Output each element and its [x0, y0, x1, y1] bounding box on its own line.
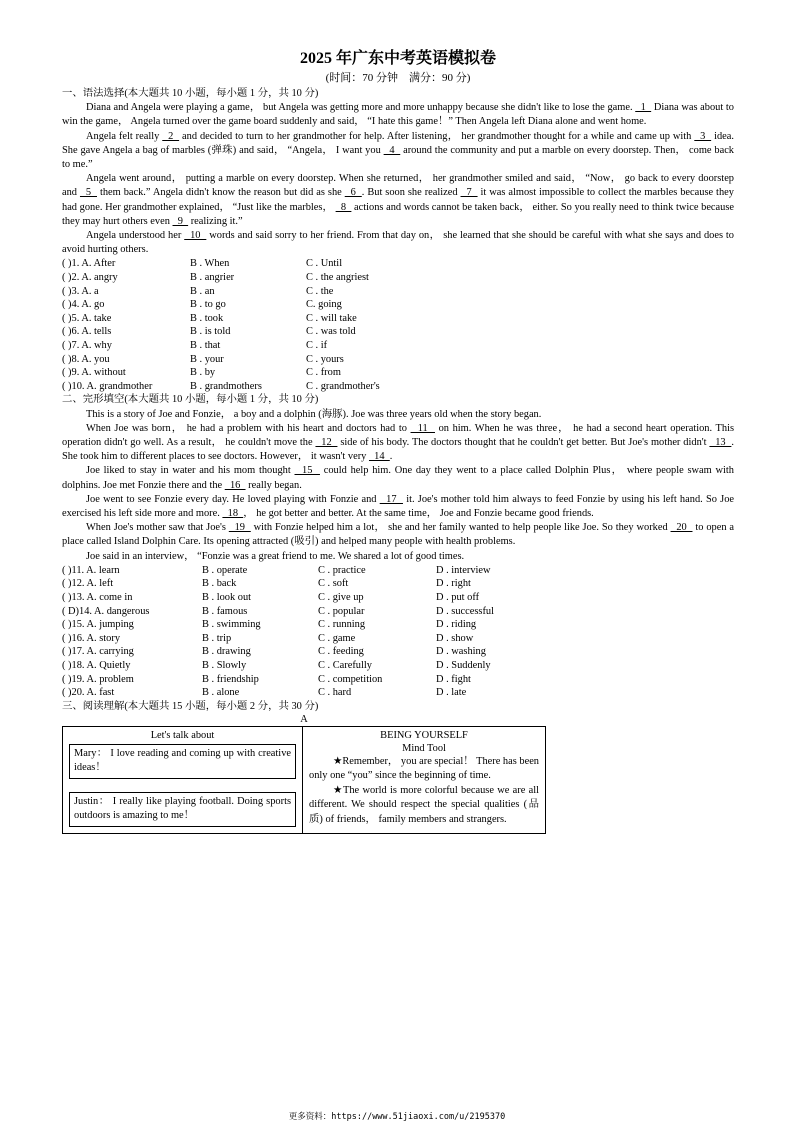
mind-tool-panel: [303, 727, 545, 834]
option-d: D . fight: [436, 673, 471, 685]
blank-14: 14: [368, 451, 390, 463]
option-b: B . back: [202, 578, 237, 590]
option-row: [62, 577, 494, 591]
option-row: [62, 353, 380, 367]
option-row: [62, 673, 494, 687]
reading-passage-box: [62, 726, 546, 835]
option-b: B . look out: [202, 592, 252, 603]
option-c: C . the angriest: [306, 272, 369, 284]
option-row: [62, 312, 380, 326]
option-row: [62, 298, 380, 312]
question-option-a: ( )15. A. jumping: [62, 619, 134, 631]
question-option-a: ( )8. A. you: [62, 353, 110, 365]
blank-5: 5: [79, 187, 97, 199]
mind-tool-tip: ★Remember， you are special！ There has been only one “you” since the beginning of time.: [309, 755, 539, 782]
option-b: B . by: [190, 367, 216, 379]
option-b: B . When: [190, 258, 230, 270]
section1-paragraph: Angela felt really 2 and decided to turn to her grandmother for help. After listening， her grandmother thought for a while and came up with 3 idea. She gave Angela a bag of marbles (弹珠) and said， “Angela， I want you 4 around the community and put a marble on every doorstep. Then， come back to me.”: [62, 130, 734, 171]
footer-link[interactable]: 更多资料：https://www.51jiaoxi.com/u/2195370: [288, 1112, 506, 1122]
blank-10: 10: [184, 230, 207, 242]
section2-paragraph: Joe liked to stay in water and his mom thought 15 could help him. One day they went to a place called Dolphin Plus， where people swam with dolphins. Joe met Fonzie there and the 16 really began.: [62, 465, 734, 491]
option-c: C . will take: [306, 312, 357, 324]
section2-paragraph: Joe went to see Fonzie every day. He loved playing with Fonzie and 17 it. Joe's mother told him always to feed Fonzie by using his left hand. So Joe exercised his left side more and more. 18 ， he got better and better. At the same time， Joe and Fonzie became good friends.: [62, 493, 735, 519]
question-option-a: ( )7. A. why: [62, 340, 112, 351]
exam-page: [62, 48, 734, 834]
blank-6: 6: [344, 187, 362, 199]
question-option-a: ( D)14. A. dangerous: [62, 605, 150, 617]
section2-heading: 二、完形填空(本大题共 10 小题，每小题 1 分，共 10 分): [62, 394, 319, 406]
passage-label: A: [300, 713, 308, 725]
option-row: [62, 645, 494, 659]
blank-13: 13: [709, 436, 732, 448]
option-row: [62, 605, 494, 619]
blank-17: 17: [379, 493, 403, 505]
section2-options: [62, 564, 494, 700]
question-option-a: ( )12. A. left: [62, 578, 114, 590]
question-option-a: ( )3. A. a: [62, 285, 99, 297]
section3-heading: 三、阅读理解(本大题共 15 小题，每小题 2 分，共 30 分): [62, 700, 319, 712]
section2-paragraph: When Joe's mother saw that Joe's 19 with Fonzie helped him a lot， she and her family wanted to help people like Joe. So they worked 20 to open a place called Island Dolphin Care. Its opening attracted (吸引) and helped many people with health problems.: [62, 522, 735, 548]
option-c: C . was told: [306, 326, 356, 338]
option-row: [62, 366, 380, 380]
option-c: C . yours: [306, 353, 344, 365]
option-c: C . hard: [318, 687, 352, 699]
option-c: C . running: [318, 619, 366, 631]
section1-heading: 一、语法选择(本大题共 10 小题，每小题 1 分，共 10 分): [62, 88, 319, 99]
question-option-a: ( )1. A. After: [62, 258, 116, 270]
section1-options: [62, 257, 380, 393]
blank-9: 9: [172, 215, 189, 227]
option-d: D . show: [436, 632, 474, 644]
option-c: C . Until: [306, 258, 343, 270]
blank-11: 11: [410, 422, 435, 434]
option-c: C . the: [306, 285, 334, 297]
option-c: C . grandmother's: [306, 380, 380, 392]
option-c: C . soft: [318, 578, 349, 590]
option-d: D . late: [436, 687, 467, 699]
option-b: B . an: [190, 285, 215, 297]
mind-tool-tip: ★The world is more colorful because we are all different. We should respect the special qualities (品质) of friends， family members and strangers.: [309, 784, 539, 825]
option-b: B . is told: [190, 326, 231, 338]
question-option-a: ( )16. A. story: [62, 632, 121, 644]
question-option-a: ( )19. A. problem: [62, 673, 134, 685]
option-c: C . Carefully: [318, 659, 372, 671]
option-d: D . successful: [436, 605, 495, 617]
blank-1: 1: [635, 102, 652, 114]
mary-speech-box: Mary： I love reading and coming up with creative ideas！: [69, 744, 296, 779]
section2-paragraph: Joe said in an interview， “Fonzie was a great friend to me. We shared a lot of good times.: [86, 550, 465, 562]
option-c: C . from: [306, 367, 341, 379]
blank-18: 18: [222, 508, 244, 519]
option-row: [62, 659, 494, 673]
option-b: B . grandmothers: [190, 380, 262, 392]
option-d: D . put off: [436, 592, 480, 603]
blank-3: 3: [694, 130, 712, 142]
section2-paragraph: This is a story of Joe and Fonzie， a boy and a dolphin (海豚). Joe was three years old when the story began.: [86, 408, 542, 420]
option-b: B . trip: [202, 632, 232, 644]
justin-speech-box: Justin： I really like playing football. Doing sports outdoors is amazing to me！: [69, 792, 296, 827]
option-row: [62, 564, 494, 578]
blank-8: 8: [335, 201, 352, 213]
blank-16: 16: [224, 479, 246, 491]
option-d: D . right: [436, 578, 471, 590]
option-b: B . famous: [202, 605, 248, 617]
section1-paragraph: Diana and Angela were playing a game， but Angela was getting more and more unhappy because she didn't like to lose the game. 1 Diana was about to win the game， Angela turned over the game board suddenly and said， “I hate this game！” Then Angela left Diana alone and went home.: [62, 102, 735, 128]
option-row: [62, 257, 380, 271]
being-yourself-heading: BEING YOURSELF: [380, 729, 468, 741]
option-row: [62, 591, 494, 605]
section1-paragraph: Angela went around， putting a marble on every doorstep. When she returned， her grandmother smiled and said， “Now， go back to every doorstep and 5 them back.” Angela didn't know the reason but did as she 6 . But soon she realized 7 it was almost impossible to collect the marbles because they had gone. Her grandmother explained， “Just like the marbles， 8 actions and words cannot be taken back， either. So you really need to think twice because they may hurt others even 9 realizing it.”: [62, 173, 734, 227]
blank-15: 15: [294, 465, 320, 477]
option-b: B . Slowly: [202, 659, 247, 671]
blank-2: 2: [162, 130, 180, 142]
question-option-a: ( )13. A. come in: [62, 592, 133, 603]
option-row: [62, 686, 494, 700]
option-d: D . interview: [436, 564, 491, 576]
blank-4: 4: [383, 144, 401, 156]
option-c: C. going: [306, 299, 342, 311]
question-option-a: ( )6. A. tells: [62, 326, 112, 338]
option-b: B . took: [190, 312, 224, 324]
option-c: C . practice: [318, 564, 366, 576]
option-b: B . alone: [202, 687, 240, 699]
option-c: C . popular: [318, 605, 365, 617]
option-c: C . give up: [318, 592, 364, 603]
option-row: [62, 339, 380, 353]
option-row: [62, 271, 380, 285]
option-d: D . riding: [436, 619, 477, 631]
option-row: [62, 618, 494, 632]
option-c: C . if: [306, 340, 328, 351]
option-row: [62, 380, 380, 394]
blank-12: 12: [315, 436, 338, 448]
option-row: [62, 632, 494, 646]
section1-paragraph: Angela understood her 10 words and said sorry to her friend. From that day on， she learned that she should be careful with what she says and does to avoid hurting others.: [62, 230, 734, 256]
option-d: D . Suddenly: [436, 659, 491, 671]
option-c: C . competition: [318, 673, 383, 685]
option-row: [62, 325, 380, 339]
talk-about-heading: Let's talk about: [150, 729, 215, 741]
question-option-a: ( )20. A. fast: [62, 687, 115, 699]
option-row: [62, 285, 380, 299]
section2-paragraph: When Joe was born， he had a problem with his heart and doctors had to 11 on him. When he was three， he had a second heart operation. This operation didn't go well. As a result， he couldn't move the 12 side of his body. The doctors thought that he couldn't get better. But Joe's mother didn't 13 . She took him to different places to see doctors. However， it wasn't very 14 .: [62, 422, 734, 463]
question-option-a: ( )2. A. angry: [62, 272, 118, 284]
mind-tool-heading: Mind Tool: [402, 742, 446, 754]
option-c: C . game: [318, 632, 356, 644]
question-option-a: ( )4. A. go: [62, 299, 105, 311]
talk-about-panel: [63, 727, 303, 834]
question-option-a: ( )18. A. Quietly: [62, 659, 131, 671]
option-b: B . drawing: [202, 646, 251, 658]
option-c: C . feeding: [318, 646, 364, 658]
option-b: B . operate: [202, 564, 248, 576]
exam-time-info: (时间：70 分钟 满分：90 分): [325, 72, 471, 84]
question-option-a: ( )10. A. grandmother: [62, 380, 153, 392]
blank-20: 20: [670, 522, 693, 534]
option-b: B . to go: [190, 299, 226, 311]
question-option-a: ( )9. A. without: [62, 367, 126, 379]
blank-7: 7: [460, 187, 478, 199]
option-b: B . that: [190, 340, 221, 351]
option-b: B . friendship: [202, 673, 259, 685]
option-b: B . angrier: [190, 272, 235, 284]
question-option-a: ( )11. A. learn: [62, 564, 120, 576]
blank-19: 19: [228, 522, 251, 534]
question-option-a: ( )5. A. take: [62, 312, 112, 324]
option-d: D . washing: [436, 646, 486, 658]
option-b: B . your: [190, 353, 224, 365]
page-title: 2025 年广东中考英语模拟卷: [299, 50, 496, 67]
option-b: B . swimming: [202, 619, 261, 631]
question-option-a: ( )17. A. carrying: [62, 646, 134, 658]
